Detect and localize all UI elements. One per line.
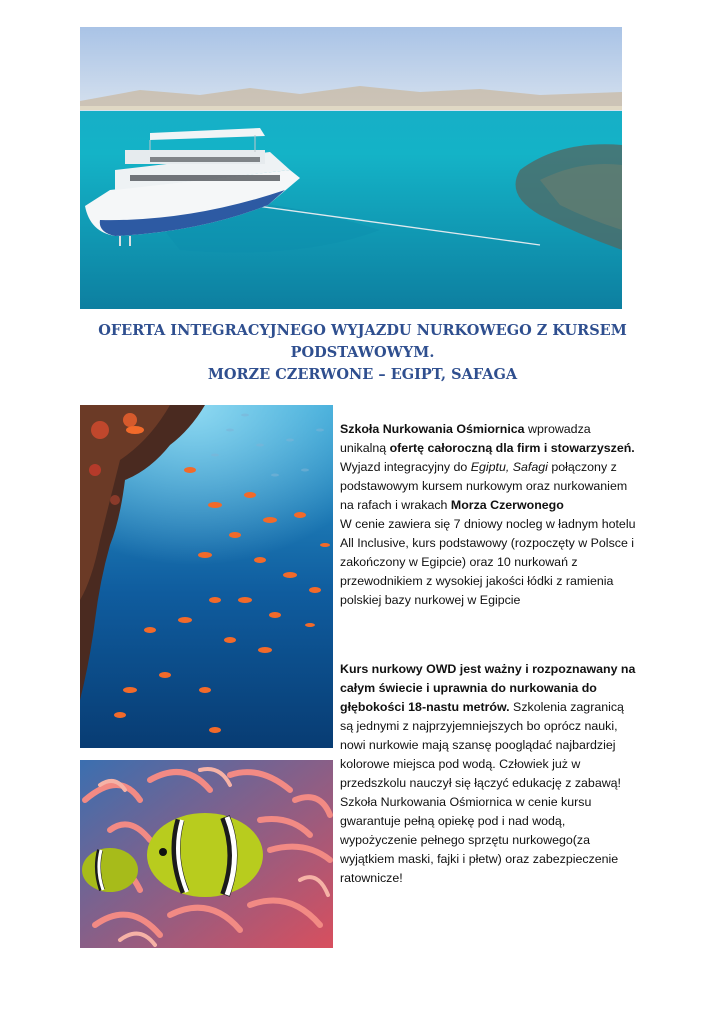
- clownfish-photo: [80, 760, 333, 948]
- reef-fish-photo: [80, 405, 333, 748]
- title-line-1: OFERTA INTEGRACYJNEGO WYJAZDU NURKOWEGO Z KURSEM: [98, 322, 627, 339]
- price-info: W cenie zawiera się 7 dniowy nocleg w ładnym hotelu All Inclusive, kurs podstawowy (rozpoczęty w Polsce i zakończony w Egipcie) oraz 10 nurkowań z przewodnikiem z wysokiej jakości łódki z ramienia polskiej bazy nurkowej w Egipcie: [340, 517, 636, 607]
- intro-paragraph: [340, 420, 640, 610]
- destination: Egiptu, Safagi: [470, 460, 548, 474]
- title-line-2: PODSTAWOWYM.: [290, 344, 435, 361]
- intro-text-1: wprowadza unikalną: [340, 422, 591, 455]
- course-body: Szkolenia zagranicą są jednymi z najprzyjemniejszych bo oprócz nauki, nowi nurkowie mają szansę pooglądać najbardziej kolorowe miejsca pod wodą. Człowiek już w przedszkolu nauczył się łączyć edukację z zabawą! Szkoła Nurkowania Ośmiornica w cenie kursu gwarantuje pełną opiekę pod i nad wodą, wypożyczenie pełnego sprzętu nurkowego(za wyjątkiem maski, fajki i płetw) oraz zabezpieczenie ratownicze!: [340, 700, 624, 885]
- offer-highlight: ofertę całoroczną dla firm i stowarzyszeń.: [389, 441, 635, 455]
- title-line-3: MORZE CZERWONE – EGIPT, SAFAGA: [207, 366, 518, 383]
- page-title: [80, 320, 645, 386]
- boat-photo: [80, 27, 622, 309]
- school-name: Szkoła Nurkowania Ośmiornica: [340, 422, 525, 436]
- sea-name: Morza Czerwonego: [450, 498, 564, 512]
- course-highlight: Kurs nurkowy OWD jest ważny i rozpoznawany na całym świecie i uprawnia do nurkowania do głębokości 18-nastu metrów.: [340, 662, 636, 714]
- intro-text-3: połączony z podstawowym kursem nurkowym oraz nurkowaniem na rafach i wrakach: [340, 460, 628, 512]
- intro-text-2: Wyjazd integracyjny do: [340, 460, 471, 474]
- course-paragraph: [340, 660, 640, 888]
